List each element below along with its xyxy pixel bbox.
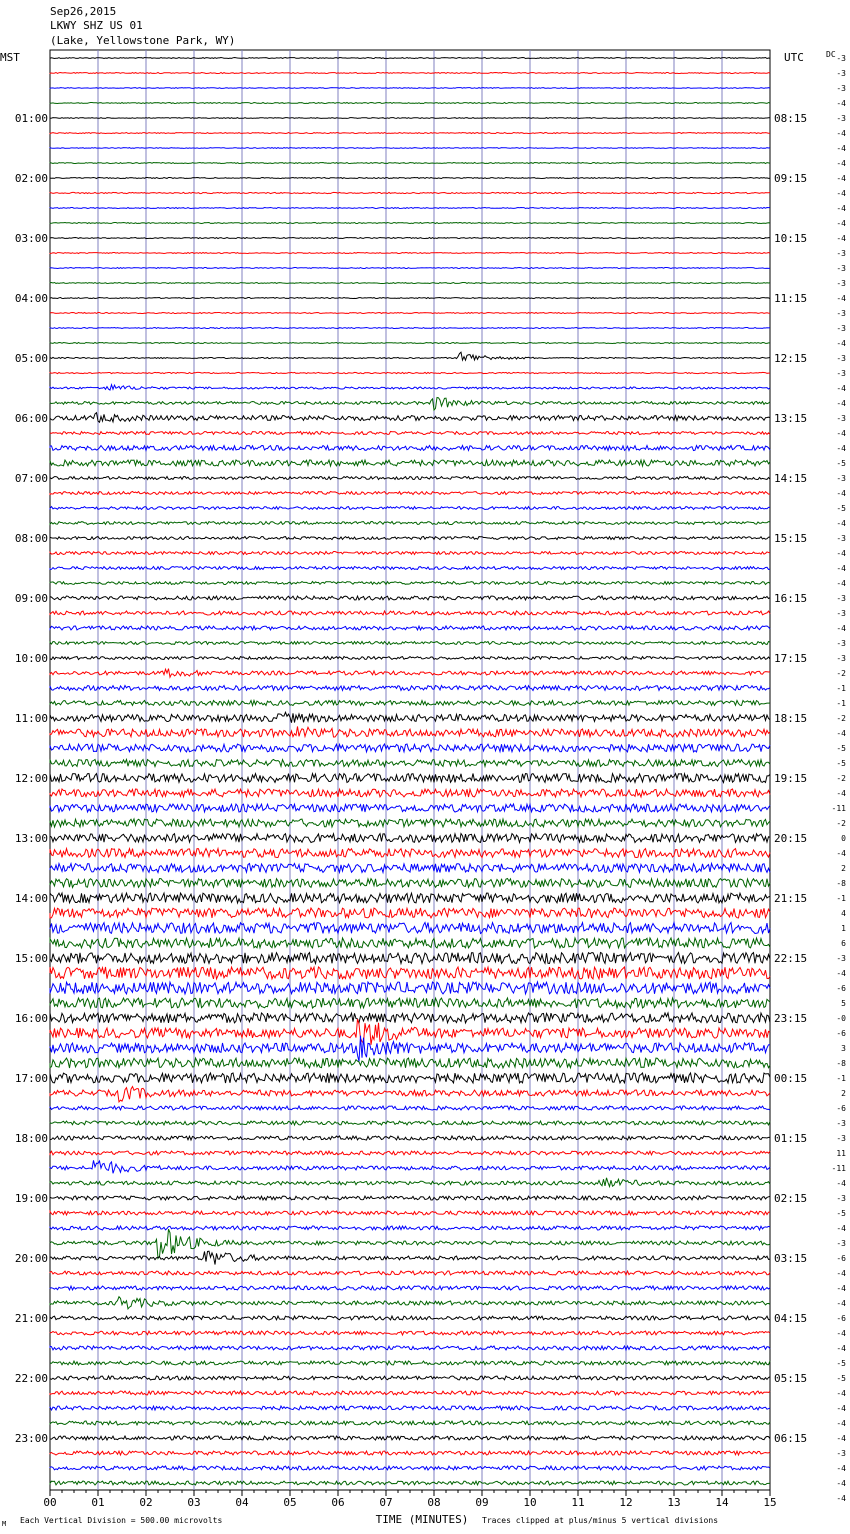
dc-offset-value: 3 [841,1044,846,1053]
dc-offset-value: -11 [831,804,846,813]
seismogram-trace [50,701,770,706]
dc-offset-value: -4 [836,1494,846,1503]
dc-offset-value: -6 [836,1029,846,1038]
seismogram-trace [50,477,770,480]
mst-hour-label: 18:00 [14,1132,48,1145]
seismogram-trace [50,58,770,59]
seismogram-trace [50,1361,770,1365]
x-tick-label: 11 [571,1496,585,1509]
mst-hour-label: 03:00 [14,232,48,245]
dc-offset-value: -3 [836,474,846,483]
seismogram-trace [50,73,770,74]
x-tick-label: 01 [91,1496,105,1509]
seismogram-trace [50,1013,770,1023]
seismogram-trace [50,1136,770,1140]
dc-offset-value: 2 [841,1089,846,1098]
dc-offset-value: -4 [836,1464,846,1473]
utc-hour-label: 17:15 [774,652,808,665]
seismogram-trace [50,88,770,89]
seismogram-trace [50,343,770,344]
seismogram-trace [50,1087,770,1102]
seismogram-trace [50,1229,770,1258]
utc-hour-label: 03:15 [774,1252,808,1265]
mst-hour-label: 02:00 [14,172,48,185]
dc-offset-value: -4 [836,789,846,798]
dc-offset-value: -8 [836,879,846,888]
dc-offset-value: -3 [836,639,846,648]
dc-offset-value: -0 [836,1014,846,1023]
dc-offset-value: -5 [836,1359,846,1368]
utc-axis-label: UTC [784,51,804,64]
dc-offset-value: -3 [836,369,846,378]
dc-offset-value: -3 [836,1134,846,1143]
dc-offset-value: -4 [836,849,846,858]
corner-mark: M [2,1520,7,1528]
mst-hour-label: 17:00 [14,1072,48,1085]
mst-hour-label: 21:00 [14,1312,48,1325]
seismogram-trace [50,192,770,193]
seismogram-trace [50,372,770,373]
dc-offset-value: -3 [836,309,846,318]
dc-offset-value: -4 [836,234,846,243]
seismogram-trace [50,567,770,570]
seismogram-trace [50,352,770,360]
seismogram-trace [50,507,770,510]
dc-offset-value: -4 [836,729,846,738]
seismogram-trace [50,552,770,555]
seismogram-trace [50,774,770,783]
seismogram-trace [50,726,770,737]
mst-hour-label: 06:00 [14,412,48,425]
seismogram-trace [50,669,770,678]
dc-offset-value: -4 [836,174,846,183]
dc-offset-value: -4 [836,1269,846,1278]
mst-hour-label: 04:00 [14,292,48,305]
seismogram-trace [50,1286,770,1290]
x-tick-label: 06 [331,1496,345,1509]
seismogram-trace [50,657,770,660]
dc-offset-value: -4 [836,294,846,303]
utc-hour-label: 00:15 [774,1072,808,1085]
seismogram-trace [50,953,770,964]
dc-offset-value: -6 [836,1104,846,1113]
dc-offset-value: 6 [841,939,846,948]
mst-hour-label: 20:00 [14,1252,48,1265]
dc-offset-value: -3 [836,249,846,258]
mst-hour-label: 09:00 [14,592,48,605]
station-location: (Lake, Yellowstone Park, WY) [50,34,236,47]
dc-offset-value: -2 [836,714,846,723]
dc-offset-value: -5 [836,1209,846,1218]
x-tick-label: 13 [667,1496,681,1509]
seismogram-trace [50,1121,770,1125]
seismogram-trace [50,1391,770,1395]
dc-offset-value: -2 [836,774,846,783]
mst-hour-label: 10:00 [14,652,48,665]
dc-offset-value: -4 [836,99,846,108]
dc-offset-value: -4 [836,1284,846,1293]
seismogram-trace [50,1481,770,1485]
dc-offset-value: -3 [836,84,846,93]
utc-hour-label: 12:15 [774,352,808,365]
dc-offset-value: -1 [836,1074,846,1083]
seismogram-trace [50,686,770,691]
mst-hour-label: 13:00 [14,832,48,845]
seismogram-trace [50,1421,770,1425]
dc-offset-value: -3 [836,324,846,333]
seismogram-trace [50,1451,770,1455]
x-tick-label: 04 [235,1496,249,1509]
scale-note: Each Vertical Division = 500.00 microvolts [20,1516,223,1525]
dc-offset-value: 2 [841,864,846,873]
seismogram-trace [50,522,770,525]
seismogram-trace [50,163,770,164]
seismogram-trace [50,1297,770,1309]
seismogram-trace [50,804,770,812]
dc-offset-label: DC [826,50,836,59]
dc-offset-value: -4 [836,444,846,453]
dc-offset-value: -4 [836,489,846,498]
x-tick-label: 08 [427,1496,441,1509]
dc-offset-value: -3 [836,114,846,123]
seismogram-trace [50,626,770,630]
seismogram-trace [50,238,770,239]
dc-offset-value: -4 [836,399,846,408]
seismogram-trace [50,1019,770,1045]
seismogram-trace [50,446,770,451]
seismogram-trace [50,133,770,134]
x-tick-label: 14 [715,1496,729,1509]
dc-offset-value: -4 [836,579,846,588]
dc-offset-value: -4 [836,189,846,198]
utc-hour-label: 23:15 [774,1012,808,1025]
dc-offset-value: -3 [836,1449,846,1458]
x-tick-label: 15 [763,1496,777,1509]
seismogram-trace [50,923,770,934]
x-tick-label: 12 [619,1496,633,1509]
seismogram-trace [50,208,770,209]
dc-offset-value: -1 [836,699,846,708]
seismogram-trace [50,789,770,797]
seismogram-trace [50,744,770,752]
dc-offset-value: -4 [836,1434,846,1443]
seismogram-trace [50,1436,770,1440]
seismogram-trace [50,642,770,645]
seismogram-trace [50,268,770,269]
dc-offset-value: -4 [836,1179,846,1188]
seismogram-trace [50,1106,770,1110]
seismogram-trace [50,178,770,179]
dc-offset-value: -8 [836,1059,846,1068]
seismogram-trace [50,223,770,224]
utc-hour-label: 04:15 [774,1312,808,1325]
dc-offset-value: -3 [836,1239,846,1248]
seismogram-trace [50,1316,770,1320]
dc-offset-value: -5 [836,504,846,513]
seismogram-trace [50,596,770,600]
dc-offset-value: -3 [836,54,846,63]
dc-offset-value: 4 [841,909,846,918]
mst-hour-label: 23:00 [14,1432,48,1445]
dc-offset-value: -3 [836,534,846,543]
dc-offset-value: -2 [836,669,846,678]
utc-hour-label: 22:15 [774,952,808,965]
mst-hour-label: 22:00 [14,1372,48,1385]
dc-offset-value: -4 [836,129,846,138]
dc-offset-value: -4 [836,159,846,168]
seismogram-trace [50,1196,770,1200]
utc-hour-label: 14:15 [774,472,808,485]
utc-hour-label: 13:15 [774,412,808,425]
utc-hour-label: 01:15 [774,1132,808,1145]
utc-hour-label: 09:15 [774,172,808,185]
dc-offset-value: -3 [836,354,846,363]
dc-offset-value: -4 [836,1479,846,1488]
dc-offset-value: -4 [836,564,846,573]
dc-offset-value: -4 [836,384,846,393]
station-code: LKWY SHZ US 01 [50,19,143,32]
seismogram-trace [50,460,770,466]
mst-hour-label: 11:00 [14,712,48,725]
dc-offset-value: -4 [836,1389,846,1398]
seismogram-trace [50,1376,770,1380]
dc-offset-value: -3 [836,414,846,423]
dc-offset-value: -3 [836,654,846,663]
x-tick-label: 10 [523,1496,537,1509]
seismogram-trace [50,1226,770,1230]
x-axis-title: TIME (MINUTES) [375,1513,469,1526]
seismogram-trace [50,908,770,918]
seismogram-trace [50,938,770,948]
dc-offset-value: -4 [836,1419,846,1428]
seismogram-trace [50,118,770,119]
x-tick-label: 02 [139,1496,153,1509]
dc-offset-value: -4 [836,219,846,228]
dc-offset-value: -6 [836,1254,846,1263]
dc-offset-value: -4 [836,339,846,348]
dc-offset-value: -3 [836,279,846,288]
dc-offset-value: -4 [836,429,846,438]
dc-offset-value: -6 [836,984,846,993]
seismogram-trace [50,1178,770,1187]
dc-offset-value: -3 [836,264,846,273]
mst-axis-label: MST [0,51,20,64]
utc-hour-label: 08:15 [774,112,808,125]
seismogram-trace [50,760,770,767]
seismogram-trace [50,611,770,615]
seismogram-trace [50,864,770,873]
dc-offset-value: -5 [836,744,846,753]
mst-hour-label: 14:00 [14,892,48,905]
dc-offset-value: -4 [836,1344,846,1353]
dc-offset-value: 11 [836,1149,846,1158]
mst-hour-label: 12:00 [14,772,48,785]
dc-offset-value: -4 [836,1404,846,1413]
x-tick-label: 09 [475,1496,489,1509]
seismogram-trace [50,283,770,284]
dc-offset-value: -3 [836,609,846,618]
seismogram-trace [50,712,770,722]
mst-hour-label: 07:00 [14,472,48,485]
utc-hour-label: 16:15 [774,592,808,605]
dc-offset-value: -4 [836,624,846,633]
utc-hour-label: 06:15 [774,1432,808,1445]
utc-hour-label: 15:15 [774,532,808,545]
seismogram-trace [50,537,770,540]
seismogram-trace [50,1160,770,1173]
plot-date: Sep26,2015 [50,5,117,18]
seismogram-trace [50,1346,770,1350]
dc-offset-value: -6 [836,1314,846,1323]
dc-offset-value: -1 [836,684,846,693]
utc-hour-label: 19:15 [774,772,808,785]
seismogram-trace [50,1058,770,1068]
dc-offset-value: -11 [831,1164,846,1173]
dc-offset-value: -3 [836,594,846,603]
mst-hour-label: 05:00 [14,352,48,365]
dc-offset-value: -3 [836,1119,846,1128]
dc-offset-value: -3 [836,954,846,963]
x-tick-label: 07 [379,1496,393,1509]
utc-hour-label: 18:15 [774,712,808,725]
x-tick-label: 05 [283,1496,297,1509]
dc-offset-value: -5 [836,759,846,768]
dc-offset-value: -4 [836,1224,846,1233]
clip-note: Traces clipped at plus/minus 5 vertical divisions [482,1516,719,1525]
seismogram-trace [50,1466,770,1470]
seismogram-trace [50,413,770,423]
seismic-traces [50,58,770,1486]
dc-offset-value: -4 [836,144,846,153]
seismogram-trace [50,967,770,979]
seismogram-trace [50,1151,770,1155]
seismogram-trace [50,432,770,435]
seismogram-trace [50,298,770,299]
seismogram-trace [50,998,770,1008]
seismogram-trace [50,313,770,314]
dc-offset-value: -4 [836,519,846,528]
mst-hour-label: 08:00 [14,532,48,545]
mst-hour-label: 16:00 [14,1012,48,1025]
dc-offset-value: -5 [836,459,846,468]
utc-hour-label: 05:15 [774,1372,808,1385]
plot-frame [50,50,770,1490]
seismogram-trace [50,253,770,254]
dc-offset-value: -4 [836,204,846,213]
dc-offset-value: -4 [836,1299,846,1308]
mst-hour-label: 01:00 [14,112,48,125]
dc-offset-value: -4 [836,549,846,558]
seismogram-trace [50,1271,770,1275]
seismogram-trace [50,879,770,888]
dc-offset-value: 1 [841,924,846,933]
dc-offset-value: -3 [836,69,846,78]
dc-offset-value: 0 [841,834,846,843]
seismogram-trace [50,328,770,329]
seismogram-trace [50,385,770,390]
seismogram-trace [50,834,770,843]
seismogram-trace [50,819,770,827]
seismogram-trace [50,1331,770,1335]
dc-offset-value: -4 [836,1329,846,1338]
dc-offset-value: -5 [836,1374,846,1383]
utc-hour-label: 02:15 [774,1192,808,1205]
utc-hour-label: 20:15 [774,832,808,845]
utc-hour-label: 11:15 [774,292,808,305]
mst-hour-label: 19:00 [14,1192,48,1205]
x-tick-label: 00 [43,1496,57,1509]
dc-offset-value: -3 [836,1194,846,1203]
dc-offset-value: 5 [841,999,846,1008]
seismogram-trace [50,1211,770,1215]
dc-offset-value: -1 [836,894,846,903]
mst-hour-label: 15:00 [14,952,48,965]
seismogram-trace [50,849,770,858]
seismogram-trace [50,148,770,149]
seismogram-trace [50,582,770,585]
seismogram-trace [50,1073,770,1083]
x-tick-label: 03 [187,1496,201,1509]
seismogram-trace [50,1406,770,1410]
seismogram-trace [50,893,770,903]
seismogram-trace [50,103,770,104]
dc-offset-value: -2 [836,819,846,828]
utc-hour-label: 21:15 [774,892,808,905]
seismogram-trace [50,982,770,994]
utc-hour-label: 10:15 [774,232,808,245]
seismogram-trace [50,492,770,495]
seismogram-trace [50,398,770,411]
dc-offset-value: -4 [836,969,846,978]
